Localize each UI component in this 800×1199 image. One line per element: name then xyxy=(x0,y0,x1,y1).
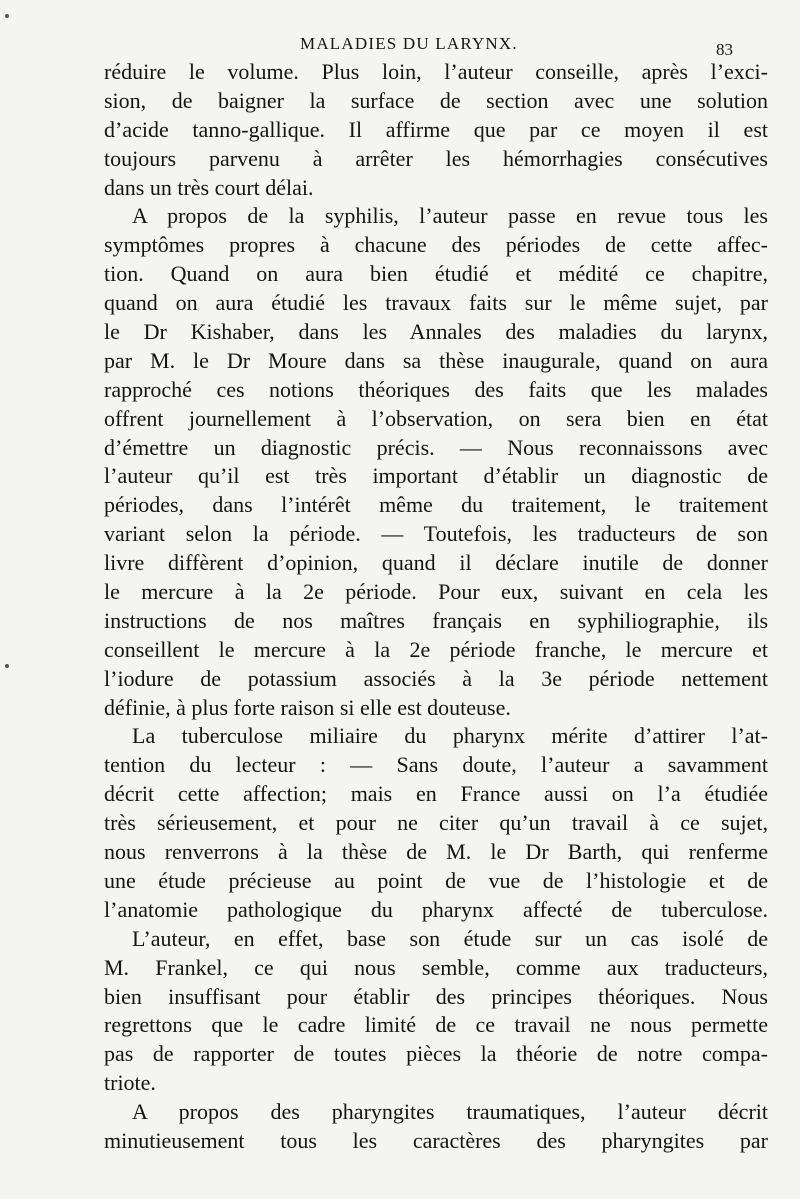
text-line: variant selon la période. — Toutefois, les traducteurs de son xyxy=(104,521,768,547)
text-line: instructions de nos maîtres français en syphiliographie, ils xyxy=(104,607,768,633)
text-line: d’émettre un diagnostic précis. — Nous reconnaissons avec xyxy=(104,434,768,460)
text-line: minutieusement tous les caractères des pharyngites par xyxy=(104,1127,768,1153)
text-line: réduire le volume. Plus loin, l’auteur conseille, après l’exci- xyxy=(104,59,768,84)
text-line: A propos des pharyngites traumatiques, l’auteur décrit xyxy=(132,1099,768,1125)
running-head xyxy=(0,30,800,60)
text-line: décrit cette affection; mais en France aussi on l’a étudiée xyxy=(104,781,768,807)
text-line: très sérieusement, et pour ne citer qu’un travail à ce sujet, xyxy=(104,810,768,836)
text-line: tention du lecteur : — Sans doute, l’auteur a savamment xyxy=(104,752,768,778)
text-line: le mercure à la 2e période. Pour eux, suivant en cela les xyxy=(104,579,768,605)
text-line: l’iodure de potassium associés à la 3e période nettement xyxy=(104,665,768,691)
text-line: bien insuffisant pour établir des principes théoriques. Nous xyxy=(104,983,768,1009)
text-line: livre diffèrent d’opinion, quand il déclare inutile de donner xyxy=(104,550,768,576)
page-number: 83 xyxy=(716,40,733,59)
text-line: pas de rapporter de toutes pièces la théorie de notre compa- xyxy=(104,1041,768,1067)
text-line: nous renverrons à la thèse de M. le Dr Barth, qui renferme xyxy=(104,839,768,865)
text-line: M. Frankel, ce qui nous semble, comme aux traducteurs, xyxy=(104,954,768,980)
text-line: l’auteur qu’il est très important d’établir un diagnostic de xyxy=(104,463,768,489)
text-line: triote. xyxy=(104,1070,156,1096)
text-line: par M. le Dr Moure dans sa thèse inaugurale, quand on aura xyxy=(104,347,768,373)
body-text xyxy=(104,58,768,1156)
text-line: A propos de la syphilis, l’auteur passe en revue tous les xyxy=(132,203,768,229)
text-line: regrettons que le cadre limité de ce travail ne nous permette xyxy=(104,1012,768,1038)
text-line: le Dr Kishaber, dans les Annales des maladies du larynx, xyxy=(104,319,768,345)
text-line: La tuberculose miliaire du pharynx mérite d’attirer l’at- xyxy=(132,723,768,749)
margin-speck xyxy=(5,14,9,18)
text-line: l’anatomie pathologique du pharynx affecté de tuberculose. xyxy=(104,896,768,922)
text-line: dans un très court délai. xyxy=(104,174,314,200)
text-line: toujours parvenu à arrêter les hémorrhagies consécutives xyxy=(104,145,768,171)
text-line: rapproché ces notions théoriques des faits que les malades xyxy=(104,376,768,402)
text-line: définie, à plus forte raison si elle est douteuse. xyxy=(104,694,511,720)
text-line: tion. Quand on aura bien étudié et médité ce chapitre, xyxy=(104,261,768,287)
margin-speck xyxy=(5,664,9,668)
text-line: périodes, dans l’intérêt même du traitement, le traitement xyxy=(104,492,768,518)
text-line: L’auteur, en effet, base son étude sur un cas isolé de xyxy=(132,925,768,951)
text-line: symptômes propres à chacune des périodes de cette affec- xyxy=(104,232,768,258)
text-line: une étude précieuse au point de vue de l’histologie et de xyxy=(104,867,768,893)
running-title: MALADIES DU LARYNX. xyxy=(300,34,518,53)
text-line: offrent journellement à l’observation, on sera bien en état xyxy=(104,405,768,431)
text-line: quand on aura étudié les travaux faits sur le même sujet, par xyxy=(104,290,768,316)
text-line: conseillent le mercure à la 2e période franche, le mercure et xyxy=(104,636,768,662)
text-line: d’acide tanno-gallique. Il affirme que par ce moyen il est xyxy=(104,116,768,142)
text-line: sion, de baigner la surface de section avec une solution xyxy=(104,87,768,113)
